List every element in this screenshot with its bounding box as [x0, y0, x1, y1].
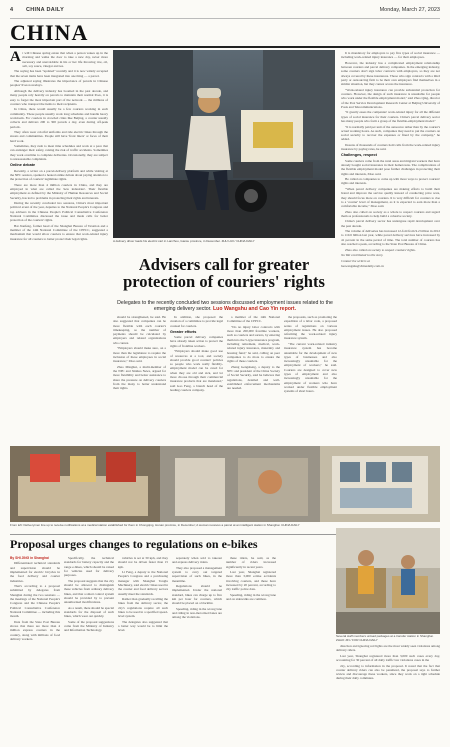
feature-deck [110, 300, 340, 312]
paragraph: a member of the 14th National Committee of the CPPCC. [227, 315, 280, 324]
paragraph: "Work-related injury insurance can provide substantial protection for couriers. However, the design of such insurance is unsuitable for people who work under the flexible employment model," said Zhao Qing, director of the Post Service Development Research Center at Beijing University of Posts and Telecommunications. [341, 87, 440, 109]
paragraph: vehicles is set at 30 kph, and they should not be driven faster than 15 kph. [118, 556, 168, 569]
story2-column-4 [172, 556, 222, 742]
paragraph: "Employers should make good use of resources at a tool, and society should provide good couriers' policies so people who work really flexibly-employment model can be cared for when they are old and sick, and lot more choose through their commercial insurance products that are mandated," said Gao Feng, a branch head of the leading couriers company. [170, 349, 223, 392]
publication-name: CHINA DAILY [26, 7, 65, 13]
paragraph: The volume of deliveries has increased 12-fold from 9.2 billion in 2012 to 110.6 billion last year, while parcel delivery services have increased by 41 percent in the same period of time. The total number of couriers has also reached a peak, according to the State Post Bureau of China. [341, 229, 440, 247]
paragraph: Differentiated technical standards and supervision should be implemented for electric bicycles in the food delivery and courier industries. [10, 561, 60, 583]
story2-headline: Proposal urges changes to regulations on e-bikes [10, 537, 258, 551]
story2-column-1 [10, 556, 60, 742]
paragraph: "Do no injury labor contracts with more than 200,000 frontline workers, such as couriers and sorters, by entering them into the 5-type insurance program, including retirement, medical, work-related injury insurance, maternity and housing fund," he said, calling on peer companies to do more to ensure the rights of these couriers. [227, 324, 280, 364]
feature-headline: Advisers call for greater protection of couriers' rights [123, 255, 325, 291]
paragraph: Data from the State Post Bureau shows that there are more than 4 million express couriers in the country, along with millions of food delivery workers. [10, 619, 60, 641]
paragraph: "Employers should make sure, on a more than the legislature to require the inclusion of these employees in social insurance," Zhao said. [113, 346, 166, 364]
transfer-station-illustration [336, 528, 440, 634]
paragraph: There are more than 4 million couriers in China, and they are employed in what are called the 'new industries'. Their flexible employment as defined by the Ministry of Human Resources and Social Security, has led to problems in protecting their rights and interests. [10, 182, 108, 200]
subheading: Challenges, respect [341, 153, 377, 158]
paragraph: Specifically, the technical standards for battery capacity and the range e-bikes, which should be raised for vehicles used for delivery purposes. [64, 556, 114, 578]
contact-email: luowangshu@chinadaily.com.cn [341, 263, 384, 268]
paragraph: Rather than gradually recalling the bikes from the delivery sector, the city's regulations require all such bikes to be used in a specified speed-level system. [118, 597, 168, 619]
feature-column-1 [113, 315, 166, 443]
photo1-caption [113, 240, 335, 244]
paragraph: "The current work-related industry insurance system has become unsuitable for the development of new types of businesses and also increasingly unsuitable for the employment of workers," he said. Couriers are designed to cover new types of employment and also increasingly unsuitable for the employment of workers who have worked under flexible employment systems of short hours. [284, 341, 337, 394]
paragraph: That's according to a proposal submitted by delegates from Shanghai during the two sessions — the meetings of the National People's Congress and the Chinese People's Political Consultative Conference National Committee — including this month. [10, 584, 60, 619]
issue-date: Monday, March 27, 2023 [379, 7, 440, 13]
parcel-robot-photo [10, 446, 440, 522]
subheading: Online debate [10, 163, 36, 168]
feature-column-2 [170, 315, 223, 443]
paragraph: Dozens of thousands of couriers hold cells from the work-related injury insurance by paying rates, he said. [341, 142, 440, 152]
paragraph: Li Feng, a deputy to the National People's Congress and a purchasing manager with Shanghai Tonglu Machinery, said electric bikes used in the courier and food delivery sectors usually meet the standards. [118, 570, 168, 596]
courier-scooter-photo [113, 50, 335, 238]
paragraph: these riders, he said, as the number of riders increased significantly in recent years. [226, 556, 276, 569]
dropcap: A [10, 51, 21, 65]
caption-text: Several staff members unload packages at a transfer station in Shanghai. [336, 634, 434, 638]
caption-credit: ZHU HUI / CHINA DAILY [221, 239, 255, 243]
paragraph: Zhao also called on society to respect couriers' rights. [345, 247, 416, 252]
right-article-column [341, 51, 440, 443]
feature-column-3 [227, 315, 280, 443]
paragraph: In addition, she proposed the creation of a committee to provide legal counsel for couriers. [170, 315, 223, 328]
feature-authors: Luo Wangshu and Cao Yin report. [213, 306, 297, 313]
story2-column-2 [64, 556, 114, 742]
paragraph: Some parcel delivery companies have already taken action to protect the rights of frontline workers. [170, 335, 223, 348]
caption-credit: ZHAO JIN / FOR CHINA DAILY [336, 637, 378, 642]
paragraph: the proposals, such as promoting the expedition of a labor code, a proposed series of regulations on various employment issues. He also proposed reforming the work-related injury insurance system. [284, 315, 337, 341]
page-header-bar [10, 4, 440, 19]
paragraph: "It is normally paid per unit of the outsource rather than by the courier's actual working hours. As such, companies may need to put the couriers on social security to recover the expenses or fined by the company," he added. [341, 124, 440, 142]
paragraph: Last year, Shanghai registered more than 3,000 such cases every day, accounting for 30 percent of all daily traffic law violations cases in the [336, 653, 440, 663]
contact-label: Contact the writers at [341, 258, 370, 263]
paragraph: Some couriers come from the rural areas and migrant workers that have already bought social insurance in their hometowns. The complications of the flexible employment model pose further challenges in protecting their rights and interests, Zhao said. [341, 158, 440, 176]
paragraph: However, the industry has a complicated employment relationship between couriers and parcel delivery companies. In the emerging industry, some couriers don't sign labor contracts with employers, so they are not always covered by these insurances. Those who sign contracts with a third party or outsourcing firm to be their own employers find themselves in a similar situation, but they cannot access the insurance. [341, 60, 440, 87]
caption-text: A delivery driver loads his electric cart in Lanzhou, Gansu province, in December. [113, 239, 221, 243]
photo3-caption [336, 635, 440, 643]
paragraph: Last year, Shanghai registered more than 3,000 e-bike accidents involving couriers, and these have increased by 20 percent, according to city traffic police data. [226, 570, 276, 592]
parcel-station-illustration [10, 446, 440, 522]
paragraph: It is mandatory for employers to pay five types of social insurance — including work-related injury insurance — for their employees. [341, 51, 440, 60]
paragraph: As a result, there should be special standards for the disposal of such bikes, which wear out quickly. [64, 605, 114, 619]
page-number: 4 [10, 7, 14, 13]
paragraph: They also proposed a management system to carry out targeted supervision of such bikes, in the meantime. [172, 565, 222, 583]
paragraph: The adjusted saying illustrates the importance of parcels in Chinese peoples' lives nowadays. [10, 79, 108, 88]
paragraph: direction and ignoring red lights are the most widely seen violations among delivery riders. [336, 644, 440, 653]
paragraph: Some of the proposal suggestions come from the Ministry of Industry and Information Technology. [64, 619, 114, 633]
section-title: CHINA [10, 20, 89, 45]
paragraph: Although the delivery industry has boomed in the past decade, and many people rely heavily on parcels to maintain their normal lives, it is easy to forget the most important part of the network — the millions of couriers who transport the items to their recipients. [10, 88, 108, 106]
paragraph: The saying has been "updated" recently and it is now widely accepted that the seven items have been integrated into one thing — a parcel. [10, 69, 108, 78]
paragraph: Zhao Minghui, a multi-member of the NPC and Xinhua News, argued for more flexibility and better assistance to share the pressure on delivery couriers from the many to better understand their rights. [113, 364, 166, 391]
story2-byline: By SHI JING in Shanghai [10, 556, 49, 560]
subheading: Greater efforts [170, 329, 197, 334]
feature-column-4 [284, 315, 337, 443]
paragraph: "It greatly eases the companies' work-related injury for all the different types of social insurance for their couriers. China's parcel delivery sector has many people who form a group of the flexible-employment model." [341, 110, 440, 124]
deck-text: Delegates to the recently concluded two sessions discussed employment issues related to the emerging delivery sector. [117, 300, 333, 313]
courier-scooter-illustration [113, 50, 335, 238]
paragraph: separately when sold to takeout and express delivery riders. [172, 556, 222, 565]
paragraph: The proposal suggests that the city should be allowed to distinguish these vehicles from ordinary delivery bikes, and that a smart control system should be provided by to prevent unauthorized modifications. [64, 578, 114, 605]
e-bike-rider-photo [336, 528, 440, 634]
paragraph: "When parcel delivery companies are making efforts to build their brand and improve the service quality instead of conducting price wars, they should focus more on couriers. It is very difficult for couriers to rise to a 'courier' level of management, as it is expected to earn more than a comfortable income," Zhao said. [341, 186, 440, 209]
contributor-note: Xu Wei contributed to this story. [341, 253, 384, 258]
paragraph: They often wear colorful uniforms and ride electric bikes through the streets and communities. People still have 'front liners' or faces of their hard work. [10, 129, 108, 143]
paragraph: city, according to information in the proposal. It noted that the fact that courier delivery riders can also be penalized, the proposal says to further review and discourage these workers, since they work on a tight schedule during their daily commutes. [336, 663, 440, 681]
caption-credit: CHINA DAILY [281, 523, 300, 527]
paragraph: Zhao also called on society as a whole to respect couriers and regard them as professionals to help build a cohesive society. [341, 209, 440, 218]
paragraph: In China, there would usually be a few couriers working in each community. These people usually work long schedules and handle heavy workloads. For couriers in crowded cities like Beijing, a courier usually collects and delivers 200 to 300 parcels a day, even during off-peak periods. [10, 107, 108, 129]
section-rule [10, 46, 440, 48]
paragraph: Speeding, riding in the wrong lane and riding in non-motorized lanes are among the violations. [172, 606, 222, 620]
left-article-column [10, 51, 108, 443]
paragraph: Bai Jianfeng, former head of the Shanghai Bureau of Taxation and a member of the 14th National Committee of the CPPCC, suggested a mechanism that would allow couriers to ensure that work-related injury insurance for all couriers to better protect their legal rights. [10, 223, 108, 241]
paragraph: should be strengthened, he said. He also suggested that companies can be more flexible with each courier's timekeeping, so the number of payments should be calculated by employers and related organizations who cannot. [113, 315, 166, 345]
paragraph: Recently, a writer on a parcel-delivery platform and while visiting at the NPC session, sparked a heated online debate about paying attention to the protection of couriers' legitimate rights. [10, 168, 108, 182]
caption-text: From left: Deliverymen line up to receive notifications at a medical station established for them in Chongqing, Hunan province, in December; A woman receives a parcel at an intelligent station in Shanghai. [10, 523, 281, 527]
story2-column-5 [226, 556, 276, 742]
paragraph: He called on companies to come up with more ways to protect couriers' rights and interests. [341, 177, 440, 186]
paragraph: t will Chinese spring estate that when a person wakes up in the morning and walks the door to take a new day, never more necessary and unavoidable in his or her life throwing rice, oil, salt, soy sauce, vinegar and tea. [22, 51, 108, 68]
paragraph: China's parcel delivery sector has undergone rapid development over the past decade. [341, 219, 440, 228]
story2-column-3 [118, 556, 168, 742]
paragraph: During the recently concluded two sessions, China's most important political event of the year, deputies to the National People's Congress and top advisers in the Chinese People's Political Consultative Conference National Committee discussed the issue and made calls for better protection of the couriers' rights. [10, 201, 108, 223]
paragraph: The delegates also suggested that a better way would be to limit the level. [118, 619, 168, 633]
paragraph: Sometimes, they rush to meet time schedules and work at a pace that can endanger their safety, raising the risk of traffic accidents. Sometimes they work overtime to complete deliveries. Occasionally, they are subject to unreasonable complaints. [10, 144, 108, 161]
paragraph: Regulations should be implemented. Under the national standard, bikes can charge up to five km per hour for couriers, which should be placed on a blacklist. [172, 584, 222, 606]
paragraph: Speeding, riding in the wrong lane and on sidewalks are common. [226, 592, 276, 602]
paragraph: Zhang Gengsheng, a deputy to the NPC and president of the China Society of Social Security, said he believes that regulations, detailed and well-established enforcement mechanisms are needed. [227, 364, 280, 391]
story2-column-6 [336, 644, 440, 742]
